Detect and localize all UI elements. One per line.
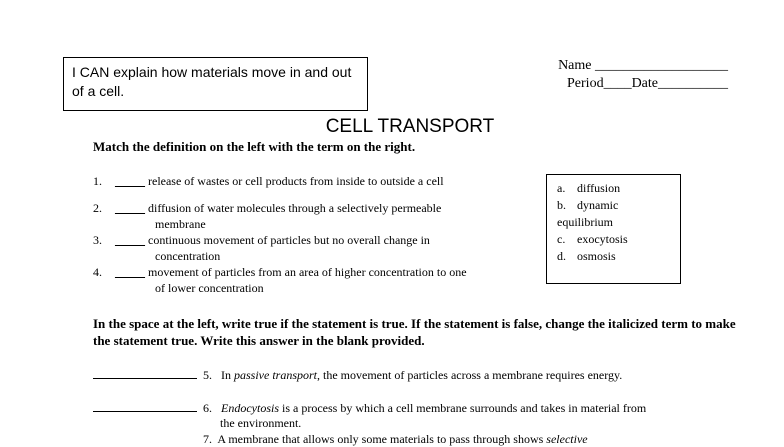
definition-number: 2. xyxy=(93,201,102,215)
definition-text: release of wastes or cell products from inside to outside a cell xyxy=(148,174,444,188)
answer-line[interactable] xyxy=(93,400,197,412)
answer-blank[interactable]: _____ xyxy=(115,201,145,215)
term-text: exocytosis xyxy=(577,232,628,246)
tf-pre: A membrane that allows only some materials to pass through shows xyxy=(217,432,547,446)
page-title: CELL TRANSPORT xyxy=(325,116,495,137)
name-line[interactable]: Name ___________________ xyxy=(558,58,728,73)
i-can-text: I CAN explain how materials move in and out of a cell. xyxy=(72,64,352,99)
definition-item xyxy=(93,200,441,232)
term-text: osmosis xyxy=(577,249,616,263)
terms-box xyxy=(546,174,681,284)
tf-italic-term: selective xyxy=(546,432,588,446)
tf-item xyxy=(93,367,622,383)
term-letter: d. xyxy=(557,249,566,263)
term-item xyxy=(557,248,670,265)
term-text: dynamic equilibrium xyxy=(557,198,619,229)
definition-text: movement of particles from an area of higher concentration to one xyxy=(148,265,467,279)
tf-post: , the movement of particles across a membrane requires energy. xyxy=(317,368,623,382)
tf-italic-term: Endocytosis xyxy=(221,401,279,415)
matching-instructions: Match the definition on the left with the term on the right. xyxy=(93,139,416,154)
definition-continuation: membrane xyxy=(155,217,206,231)
definition-number: 3. xyxy=(93,233,102,247)
period-date-line[interactable]: Period____Date__________ xyxy=(567,76,728,91)
tf-number: 6. xyxy=(203,401,212,415)
tf-number: 5. xyxy=(203,368,212,382)
definition-text: diffusion of water molecules through a selectively permeable xyxy=(148,201,442,215)
definition-continuation: concentration xyxy=(155,249,221,263)
tf-item xyxy=(93,400,646,431)
answer-blank[interactable]: _____ xyxy=(115,233,145,247)
definition-number: 4. xyxy=(93,265,102,279)
definition-item xyxy=(93,232,430,264)
tf-pre: In xyxy=(221,368,234,382)
definition-item xyxy=(93,173,444,189)
tf-post: is a process by which a cell membrane surrounds and takes in material from xyxy=(279,401,647,415)
definition-number: 1. xyxy=(93,174,102,188)
term-letter: b. xyxy=(557,198,566,212)
answer-line[interactable] xyxy=(93,367,197,379)
i-can-statement-box xyxy=(63,57,368,111)
definition-text: continuous movement of particles but no overall change in xyxy=(148,233,430,247)
definition-continuation: of lower concentration xyxy=(155,281,264,295)
answer-blank[interactable]: _____ xyxy=(115,174,145,188)
name-period-date xyxy=(558,57,728,93)
tf-continuation: the environment. xyxy=(220,416,302,430)
term-item xyxy=(557,231,670,248)
tf-italic-term: passive transport xyxy=(234,368,318,382)
answer-blank[interactable]: _____ xyxy=(115,265,145,279)
tf-item xyxy=(93,432,588,447)
term-item xyxy=(557,197,670,231)
term-letter: c. xyxy=(557,232,566,246)
term-item xyxy=(557,180,670,197)
term-text: diffusion xyxy=(577,181,621,195)
term-letter: a. xyxy=(557,181,566,195)
true-false-instructions: In the space at the left, write true if the statement is true. If the statement is false, change the italicized term to make the statement true. Write this answer in the blank provided. xyxy=(93,316,736,348)
definition-item xyxy=(93,264,467,296)
tf-number: 7. xyxy=(203,432,212,446)
